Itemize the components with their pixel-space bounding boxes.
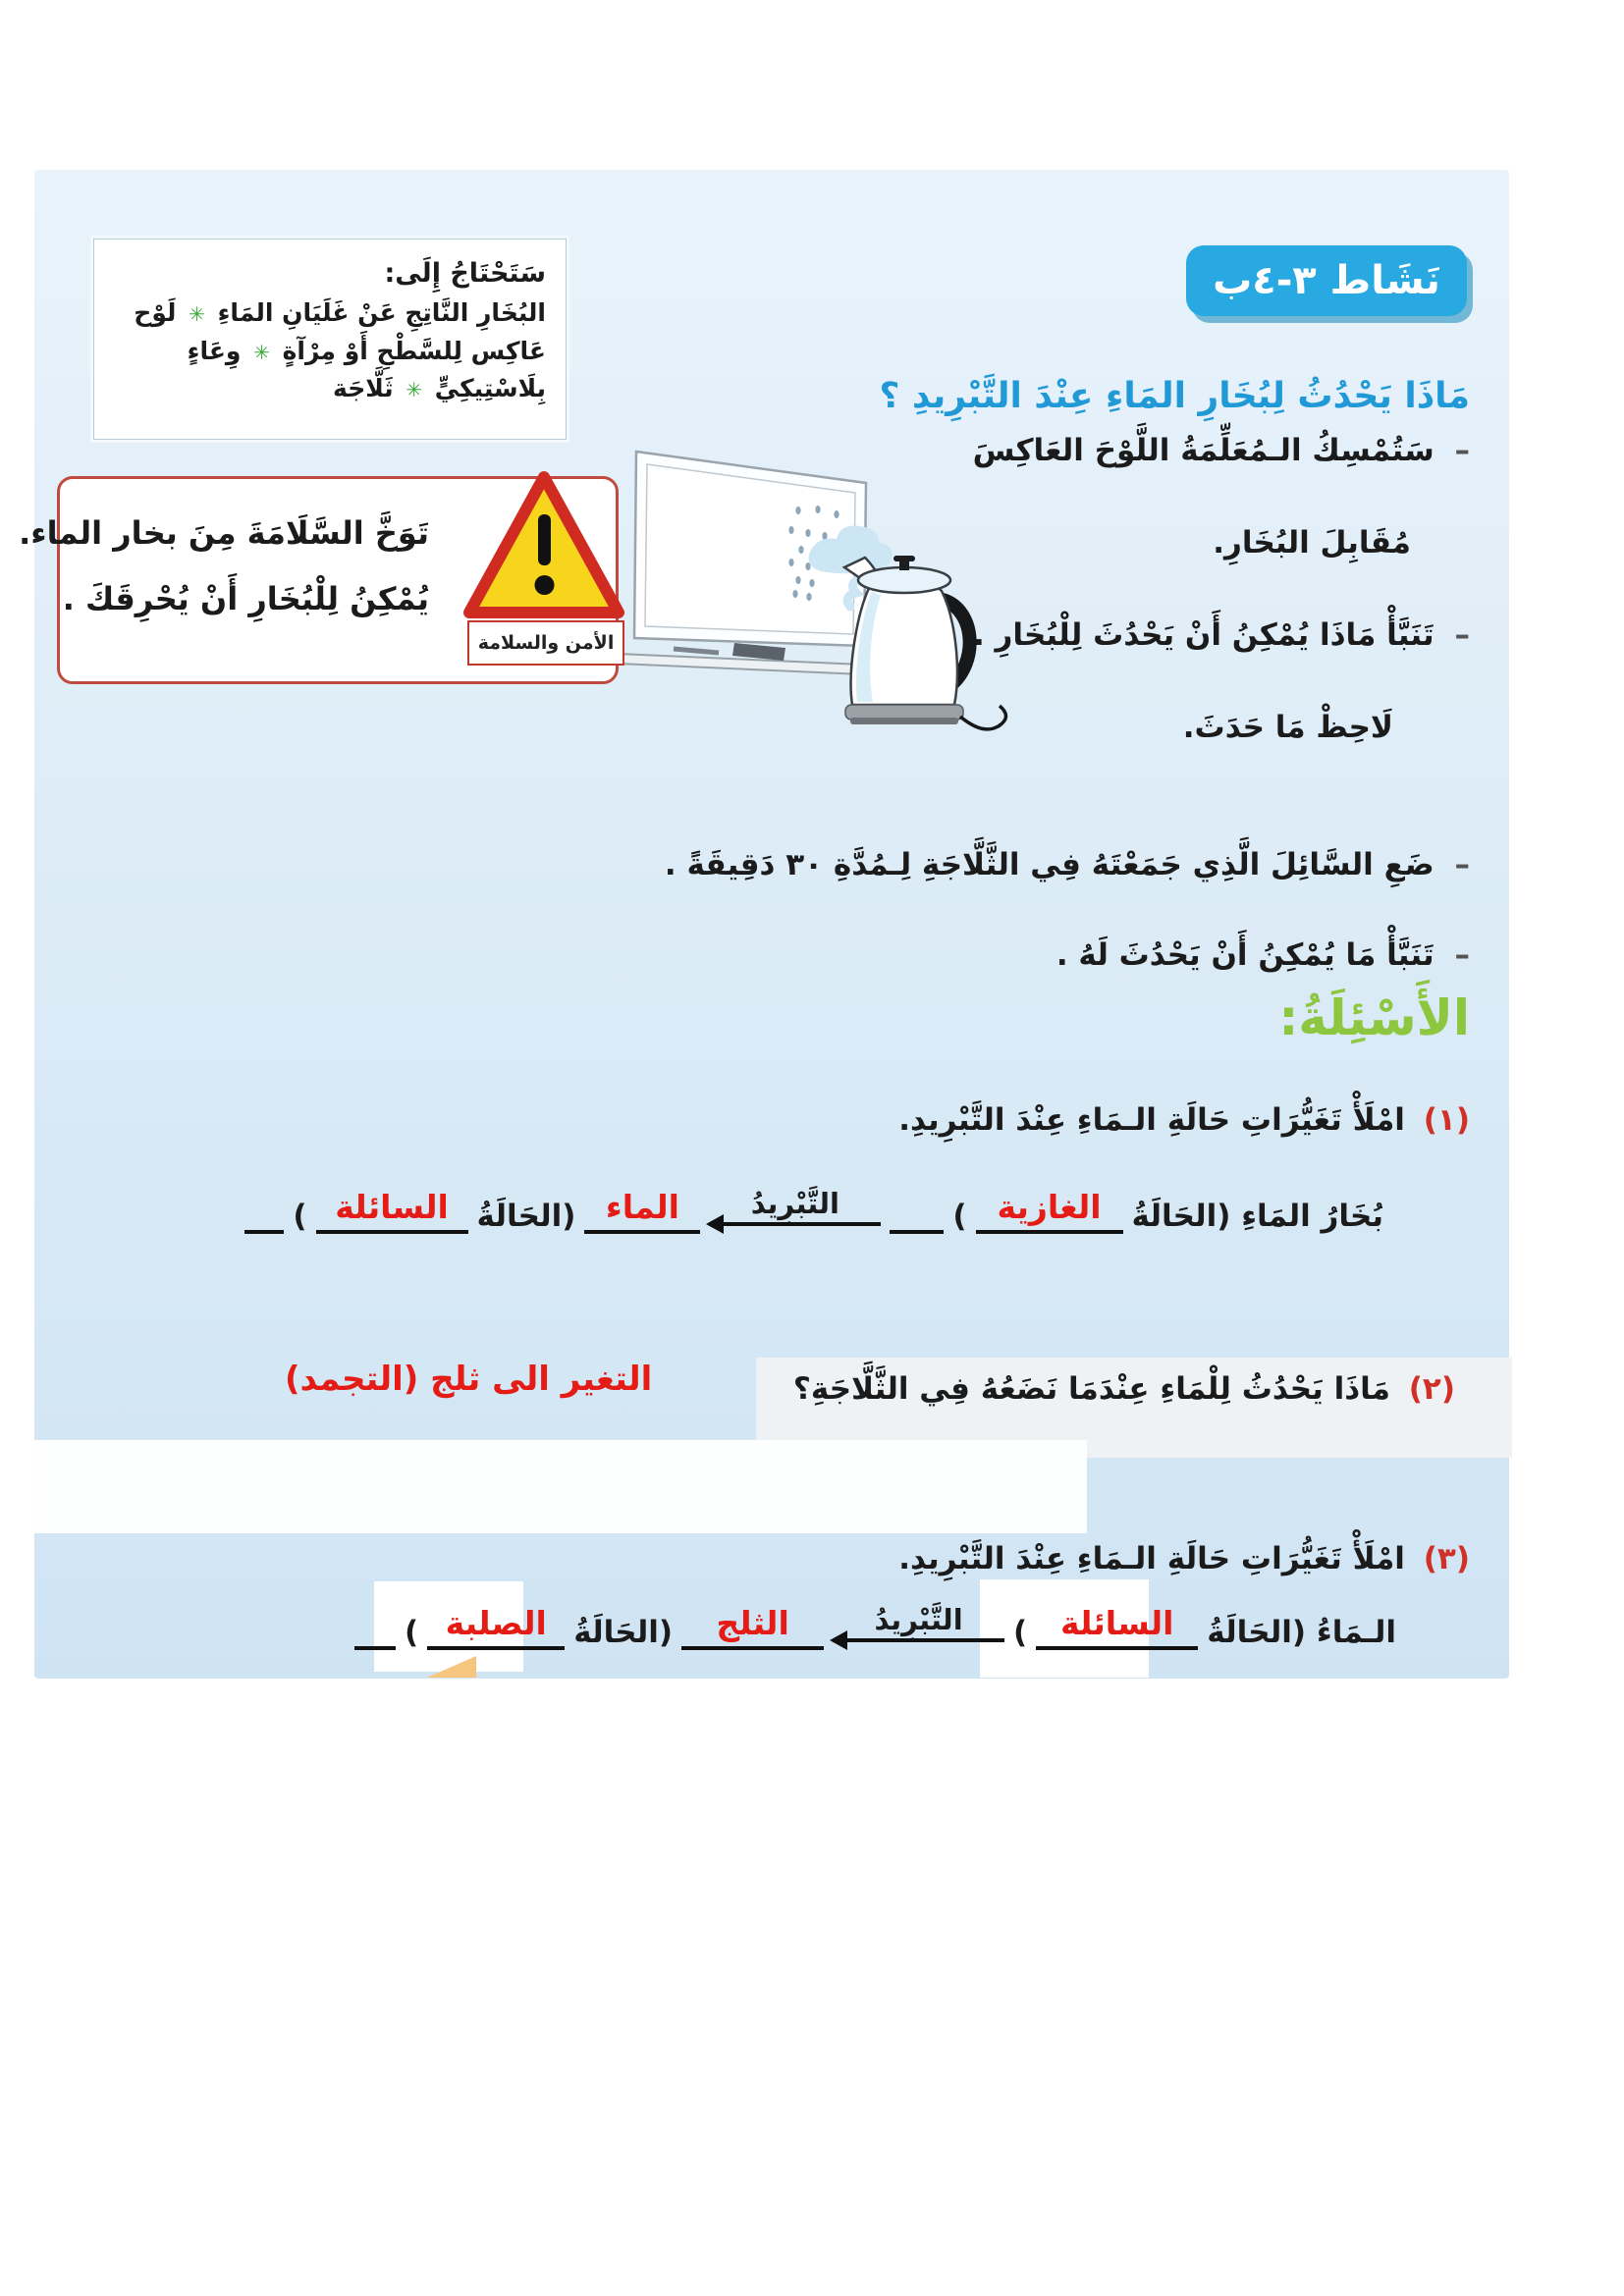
q1-tail-blank[interactable] (244, 1173, 284, 1234)
q3-blank-state-liquid[interactable] (1036, 1589, 1198, 1650)
safety-line-1: تَوَخَّ السَّلَامَةَ مِنَ بخار الماء. (19, 514, 429, 552)
q3-answer-solid: الصلبة (445, 1604, 547, 1642)
activity-badge (1186, 245, 1467, 316)
activity-page-panel (19, 170, 1509, 1679)
safety-triangle-sign (456, 463, 632, 685)
bullet-dash: – (1454, 433, 1470, 468)
material-item-container: وِعَاءٍ بِلَاسْتِيكِيٍّ (187, 336, 546, 403)
whiteboard-kettle-svg (619, 422, 1056, 746)
q1-close-paren-2: ) (293, 1199, 307, 1234)
q3-tail-blank[interactable] (354, 1589, 396, 1650)
materials-title: سَتَحْتَاجُ إِلَى: (384, 258, 546, 289)
questions-heading: الأَسْئِلَةُ: (1278, 989, 1470, 1046)
q1-answer-liquid: السائلة (335, 1188, 449, 1226)
asterisk-separator-icon: ✳ (406, 378, 423, 402)
q1-arrow-label: التَّبْرِيدُ (750, 1187, 839, 1220)
material-item-fridge: ثَلَّاجَة (333, 374, 394, 403)
step-line (1056, 937, 1470, 973)
step-text: لَاحِظْ مَا حَدَثَ. (1182, 710, 1393, 745)
q3-blank-ice[interactable] (681, 1589, 824, 1650)
question-1-number: (١) (1423, 1102, 1470, 1138)
intro-question: مَاذَا يَحْدُثُ لِبُخَارِ المَاءِ عِنْدَ التَّبْرِيدِ ؟ (879, 376, 1470, 416)
question-1-fill-row (244, 1173, 1383, 1234)
orange-wedge-artifact (427, 1656, 476, 1678)
q1-blank-state-liquid[interactable] (316, 1173, 468, 1234)
step-text: ضَعِ السَّائِلَ الَّذِي جَمَعْتَهُ فِي الثَّلَّاجَةِ لِـمُدَّةِ ٣٠ دَقِيقَةً . (664, 847, 1435, 882)
q1-blank-state-gas[interactable] (976, 1173, 1123, 1234)
question-1 (898, 1102, 1470, 1138)
q3-arrow-label: التَّبْرِيدُ (874, 1603, 963, 1636)
material-item-board: لَوْح عَاكِس لِلسَّطْحِ أَوْ مِرْآةٍ (134, 297, 546, 365)
materials-needed-box (93, 239, 567, 440)
left-arrow-icon (709, 1222, 881, 1226)
step-text: تَنَبَّأْ مَاذَا يُمْكِنُ أَنْ يَحْدُثَ لِلْبُخَارِ . (972, 617, 1435, 653)
question-2-number: (٢) (1408, 1371, 1455, 1407)
cooling-arrow-block (833, 1603, 1004, 1650)
q1-blank-water[interactable] (584, 1173, 700, 1234)
bullet-dash: – (1454, 847, 1470, 882)
safety-line-2: يُمْكِنُ لِلْبُخَارِ أَنْ يُحْرِقَكَ . (62, 580, 429, 618)
bullet-dash: – (1454, 617, 1470, 653)
activity-badge-label: نَشَاط ٣-٤ب (1213, 258, 1440, 303)
safety-warning-box (19, 476, 619, 684)
step-line (665, 847, 1470, 882)
q3-answer-ice: الثلج (716, 1604, 789, 1642)
safety-warning-text (19, 501, 429, 632)
step-line (1183, 710, 1393, 745)
q3-lead-text: الـمَاءُ (الحَالَةُ (1207, 1615, 1396, 1650)
safety-triangle-label: الأمن والسلامة (467, 620, 624, 666)
q3-blank-state-solid[interactable] (427, 1589, 565, 1650)
question-3-text: امْلَأْ تَغَيُّرَاتِ حَالَةِ الـمَاءِ عِنْدَ التَّبْرِيدِ. (898, 1541, 1405, 1576)
bullet-dash: – (1454, 937, 1470, 973)
kettle-lid (858, 567, 950, 593)
q1-short-blank[interactable] (890, 1173, 944, 1234)
q3-close-paren-2: ) (405, 1615, 419, 1650)
material-item-steam: البُخَارِ النَّاتِجِ عَنْ غَلَيَانِ المَاءِ (217, 297, 546, 327)
cooling-arrow-block (709, 1187, 881, 1234)
power-cord (960, 706, 1006, 729)
kettle-knob (893, 556, 915, 561)
asterisk-separator-icon: ✳ (253, 340, 270, 364)
question-2 (793, 1371, 1455, 1407)
question-2-answer[interactable]: التغير الى ثلج (التجمد) (285, 1360, 653, 1399)
question-1-text: امْلَأْ تَغَيُّرَاتِ حَالَةِ الـمَاءِ عِنْدَ التَّبْرِيدِ. (898, 1102, 1405, 1138)
question-3 (898, 1541, 1470, 1576)
question-2-text: مَاذَا يَحْدُثُ لِلْمَاءِ عِنْدَمَا نَضَعُهُ فِي الثَّلَّاجَةِ؟ (792, 1371, 1390, 1407)
q1-lead2-text: (الحَالَةُ (476, 1199, 576, 1234)
q1-close-paren: ) (952, 1199, 967, 1234)
question-3-fill-row (354, 1589, 1396, 1650)
question-3-number: (٣) (1423, 1541, 1470, 1576)
board-marker (674, 649, 719, 653)
step-text: مُقَابِلَ البُخَارِ. (1213, 525, 1411, 561)
q1-answer-water: الماء (605, 1188, 679, 1226)
step-line (1213, 525, 1411, 561)
q3-answer-liquid: السائلة (1059, 1604, 1174, 1642)
q3-lead2-text: (الحَالَةُ (573, 1615, 674, 1650)
step-text: سَتُمْسِكُ الـمُعَلِّمَةُ اللَّوْحَ العَاكِسَ (972, 433, 1435, 468)
whiteboard-kettle-illustration (619, 422, 1056, 746)
q3-close-paren: ) (1013, 1615, 1028, 1650)
step-text: تَنَبَّأْ مَا يُمْكِنُ أَنْ يَحْدُثَ لَهُ . (1056, 937, 1435, 973)
board-eraser (732, 643, 785, 661)
white-overlay-band (34, 1440, 1087, 1533)
left-arrow-icon (833, 1638, 1004, 1642)
asterisk-separator-icon: ✳ (189, 301, 205, 326)
q1-lead-text: بُخَارُ المَاءِ (الحَالَةُ (1131, 1199, 1383, 1234)
q1-answer-gaseous: الغازية (997, 1188, 1102, 1226)
kettle-base (845, 705, 963, 720)
